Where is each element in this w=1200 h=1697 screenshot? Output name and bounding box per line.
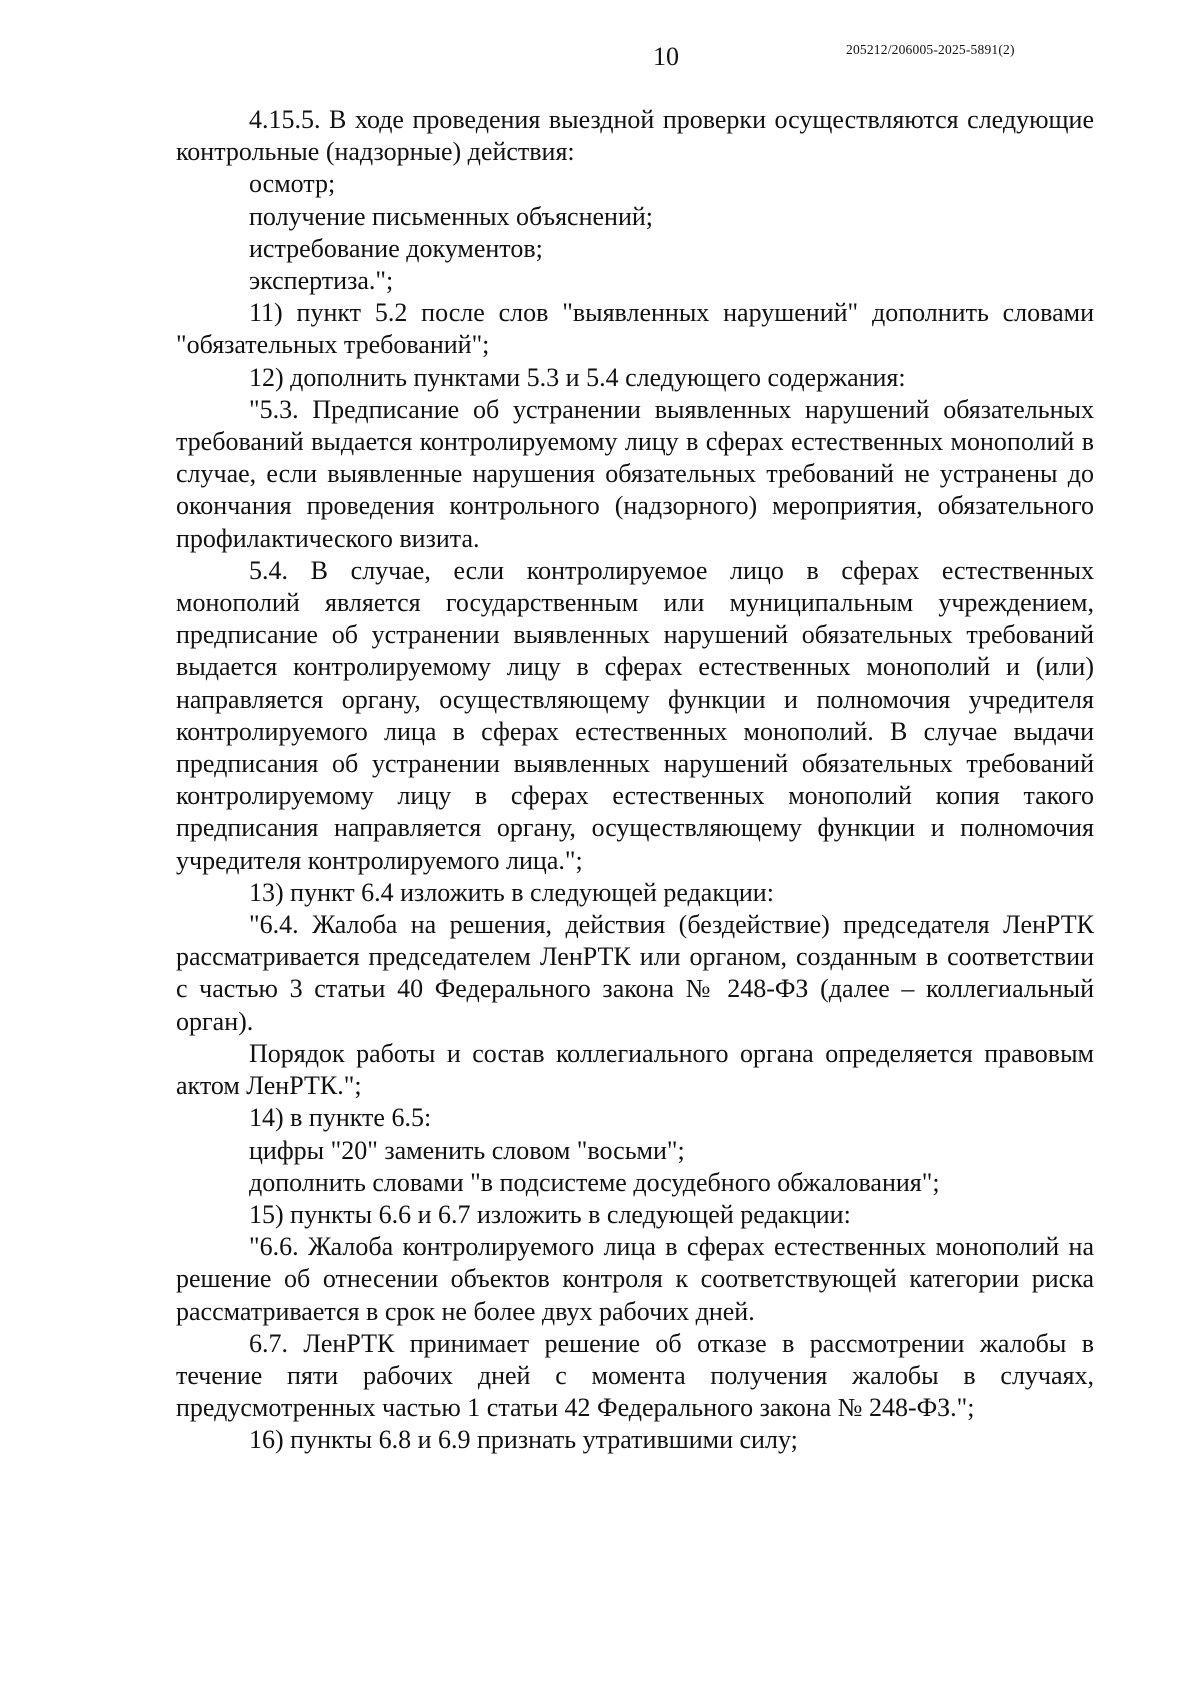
clause-5-4: 5.4. В случае, если контролируемое лицо в сферах естественных монополий является государственным или муниципальным учреждением, предписание об устранении выявленных нарушений обязательных требований выдается контролируемому лицу в сферах естественных монополий и (или) направляется органу, осуществляющему функции и полномочия учредителя контролируемого лица в сферах естественных монополий. В случае выдачи предписания об устранении выявленных нарушений обязательных требований контролируемому лицу в сферах естественных монополий копия такого предписания направляется органу, осуществляющему функции и полномочия учредителя контролируемого лица.";: [176, 555, 1094, 875]
clause-5-3: "5.3. Предписание об устранении выявленных нарушений обязательных требований выдается контролируемому лицу в сферах естественных монополий в случае, если выявленные нарушения обязательных требований не устранены до окончания проведения контрольного (надзорного) мероприятия, обязательного профилактического визита.: [176, 394, 1094, 553]
list-item-document-request: истребование документов;: [249, 233, 543, 263]
document-body: [176, 104, 1094, 1457]
clause-6-4: "6.4. Жалоба на решения, действия (бездействие) председателя ЛенРТК рассматривается председателем ЛенРТК или органом, созданным в соответствии с частью 3 статьи 40 Федерального закона № 248-ФЗ (далее – коллегиальный орган).: [176, 910, 1094, 1036]
amendment-item-11: 11) пункт 5.2 после слов "выявленных нарушений" дополнить словами "обязательных требований";: [176, 298, 1094, 360]
clause-6-4-procedure: Порядок работы и состав коллегиального органа определяется правовым актом ЛенРТК.";: [176, 1038, 1094, 1101]
clause-6-7: 6.7. ЛенРТК принимает решение об отказе в рассмотрении жалобы в течение пяти рабочих дней с момента получения жалобы в случаях, предусмотренных частью 1 статьи 42 Федерального закона № 248-ФЗ.";: [176, 1328, 1094, 1423]
amendment-item-14: 14) в пункте 6.5:: [249, 1103, 432, 1133]
list-item-inspection: осмотр;: [249, 169, 336, 199]
amendment-item-15: 15) пункты 6.6 и 6.7 изложить в следующей редакции:: [249, 1199, 851, 1229]
document-registration-code: 205212/206005-2025-5891(2): [846, 42, 1015, 57]
list-item-expertise: экспертиза.";: [249, 266, 394, 296]
amendment-item-13: 13) пункт 6.4 изложить в следующей редакции:: [249, 877, 774, 907]
amendment-item-12: 12) дополнить пунктами 5.3 и 5.4 следующего содержания:: [249, 362, 906, 392]
clause-6-6: "6.6. Жалоба контролируемого лица в сферах естественных монополий на решение об отнесении объектов контроля к соответствующей категории риска рассматривается в срок не более двух рабочих дней.: [176, 1232, 1094, 1326]
page-number: 10: [653, 42, 679, 71]
list-item-written-explanations: получение письменных объяснений;: [249, 201, 653, 231]
paragraph-4-15-5: 4.15.5. В ходе проведения выездной проверки осуществляются следующие контрольные (надзорные) действия:: [176, 105, 1094, 167]
amendment-item-14-words: дополнить словами "в подсистеме досудебного обжалования";: [249, 1167, 940, 1197]
amendment-item-14-digits: цифры "20" заменить словом "восьми";: [249, 1135, 685, 1165]
amendment-item-16: 16) пункты 6.8 и 6.9 признать утратившими силу;: [249, 1425, 798, 1455]
